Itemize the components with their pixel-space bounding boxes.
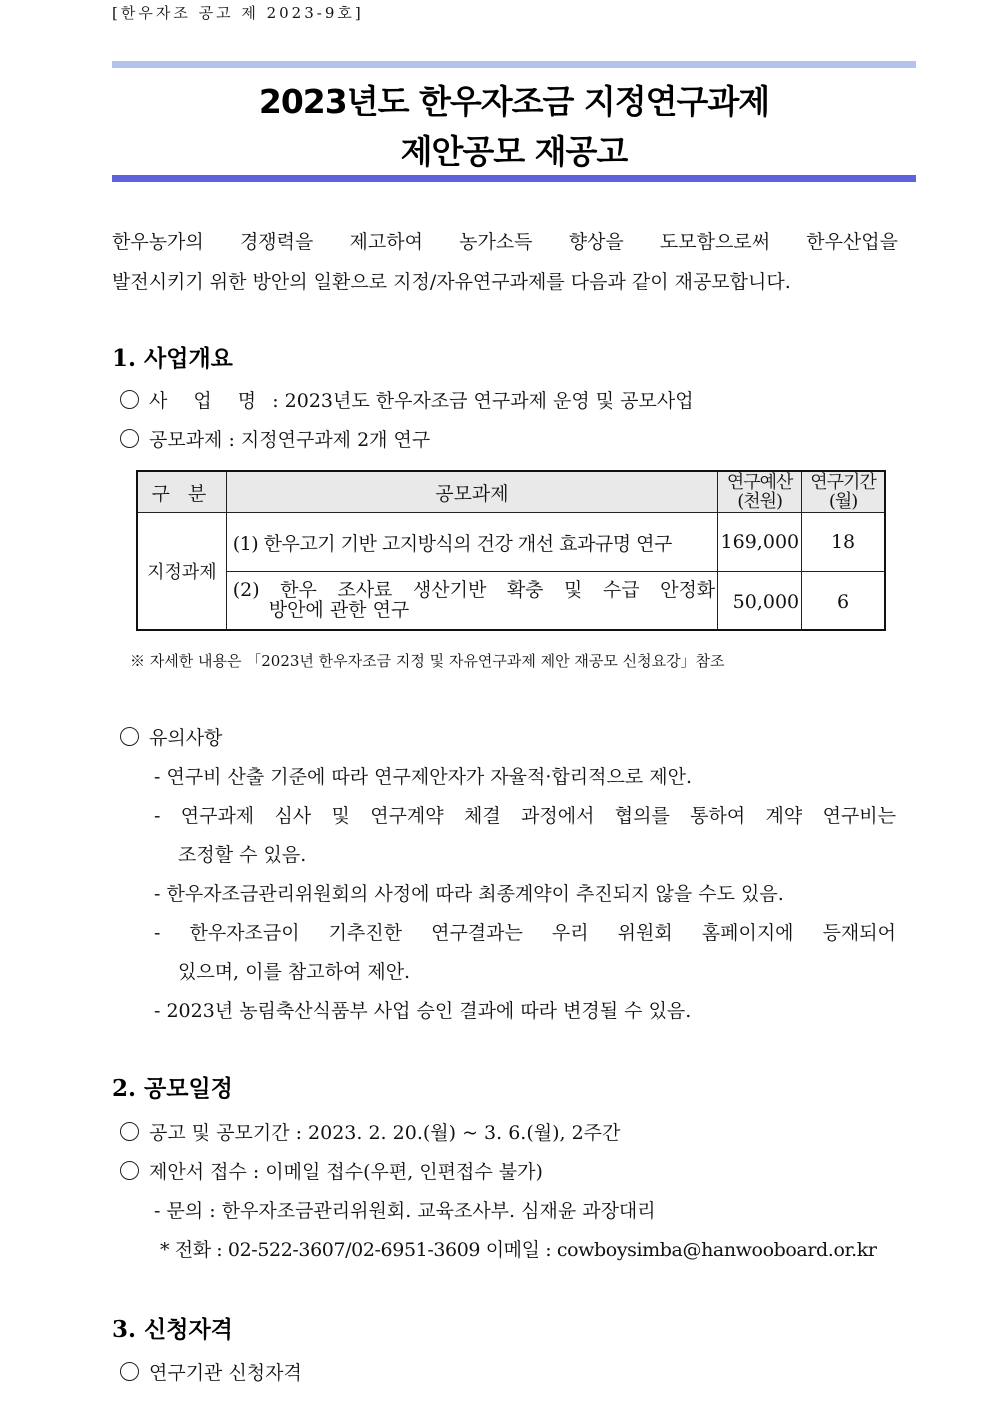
bullet-circle-icon — [120, 390, 139, 409]
business-name-item: 사 업 명 : 2023년도 한우자조금 연구과제 운영 및 공모사업 — [120, 386, 694, 413]
bullet-circle-icon — [120, 1122, 139, 1141]
caution-label: 유의사항 — [149, 727, 223, 749]
header-budget-line2: (천원) — [737, 491, 783, 512]
reference-note: ※ 자세한 내용은 「2023년 한우자조금 지정 및 자유연구과제 제안 재공모 신청요강」참조 — [130, 652, 725, 670]
caution-2-line1: - 연구과제 심사 및 연구계약 체결 과정에서 협의를 통하여 계약 연구비는 — [154, 805, 896, 827]
eligibility-text: 연구기관 신청자격 — [149, 1362, 302, 1384]
contact-line: * 전화 : 02-522-3607/02-6951-3609 이메일 : cowboysimba@hanwooboard.or.kr — [160, 1239, 877, 1261]
header-budget — [718, 471, 802, 513]
bullet-circle-icon — [120, 1362, 139, 1381]
table-row — [137, 513, 885, 572]
header-budget-line1: 연구예산 — [726, 472, 793, 493]
project-table — [136, 470, 886, 631]
submission-text: 제안서 접수 : 이메일 접수(우편, 인편접수 불가) — [149, 1161, 543, 1183]
bullet-circle-icon — [120, 727, 139, 746]
row1-title: (1) 한우고기 기반 고지방식의 건강 개선 효과규명 연구 — [226, 513, 717, 572]
inquiry-line: - 문의 : 한우자조금관리위원회. 교육조사부. 심재윤 과장대리 — [154, 1200, 656, 1222]
intro-line1: 한우농가의 경쟁력을 제고하여 농가소득 향상을 도모함으로써 한우산업을 — [112, 231, 898, 253]
section2-heading: 2. 공모일정 — [112, 1075, 233, 1102]
row2-title-line1: (2) 한우 조사료 생산기반 확충 및 수급 안정화 — [232, 579, 716, 602]
header-period-line1: 연구기간 — [810, 472, 876, 493]
project-value: 지정연구과제 2개 연구 — [240, 429, 431, 451]
page-title-line1: 2023년도 한우자조금 지정연구과제 — [258, 82, 770, 121]
caution-5: - 2023년 농림축산식품부 사업 승인 결과에 따라 변경될 수 있음. — [154, 1000, 692, 1022]
intro-line2: 발전시키기 위한 방안의 일환으로 지정/자유연구과제를 다음과 같이 재공모합니다. — [112, 271, 791, 293]
caution-4-line1: - 한우자조금이 기추진한 연구결과는 우리 위원회 홈페이지에 등재되어 — [154, 922, 896, 944]
eligibility-item — [120, 1358, 302, 1385]
caution-3: - 한우자조금관리위원회의 사정에 따라 최종계약이 추진되지 않을 수도 있음. — [154, 883, 784, 905]
row2-title-line2: 방안에 관한 연구 — [268, 599, 410, 622]
header-category: 구 분 — [137, 471, 226, 513]
row2-budget: 50,000 — [718, 572, 802, 630]
period-text: 공고 및 공모기간 : 2023. 2. 20.(월) ~ 3. 6.(월), 2주간 — [149, 1122, 621, 1144]
row2-title — [226, 572, 717, 630]
period-item — [120, 1118, 620, 1145]
title-top-bar — [112, 61, 916, 68]
notice-number: [한우자조 공고 제 2023-9호] — [112, 4, 364, 22]
title-bottom-bar — [112, 175, 916, 182]
section3-heading: 3. 신청자격 — [112, 1316, 233, 1343]
caution-item — [120, 723, 222, 750]
table-row — [137, 572, 885, 630]
submission-item — [120, 1157, 543, 1184]
header-period — [802, 471, 885, 513]
header-title: 공모과제 — [226, 471, 717, 513]
row1-period: 18 — [802, 513, 885, 572]
bullet-circle-icon — [120, 429, 139, 448]
header-period-line2: (월) — [828, 491, 858, 512]
caution-1: - 연구비 산출 기준에 따라 연구제안자가 자율적·합리적으로 제안. — [154, 766, 692, 788]
category-cell: 지정과제 — [137, 513, 226, 630]
business-name-value: 2023년도 한우자조금 연구과제 운영 및 공모사업 — [284, 390, 694, 412]
row1-budget: 169,000 — [718, 513, 802, 572]
page-title-line2: 제안공모 재공고 — [400, 132, 628, 171]
caution-2-line2: 조정할 수 있음. — [178, 844, 307, 866]
section1-heading: 1. 사업개요 — [112, 345, 233, 372]
caution-4-line2: 있으며, 이를 참고하여 제안. — [178, 961, 411, 983]
bullet-circle-icon — [120, 1161, 139, 1180]
project-item: 공모과제 : 지정연구과제 2개 연구 — [120, 425, 430, 452]
business-name-label: 사 업 명 — [149, 390, 267, 412]
project-label: 공모과제 — [149, 429, 223, 451]
row2-period: 6 — [802, 572, 885, 630]
